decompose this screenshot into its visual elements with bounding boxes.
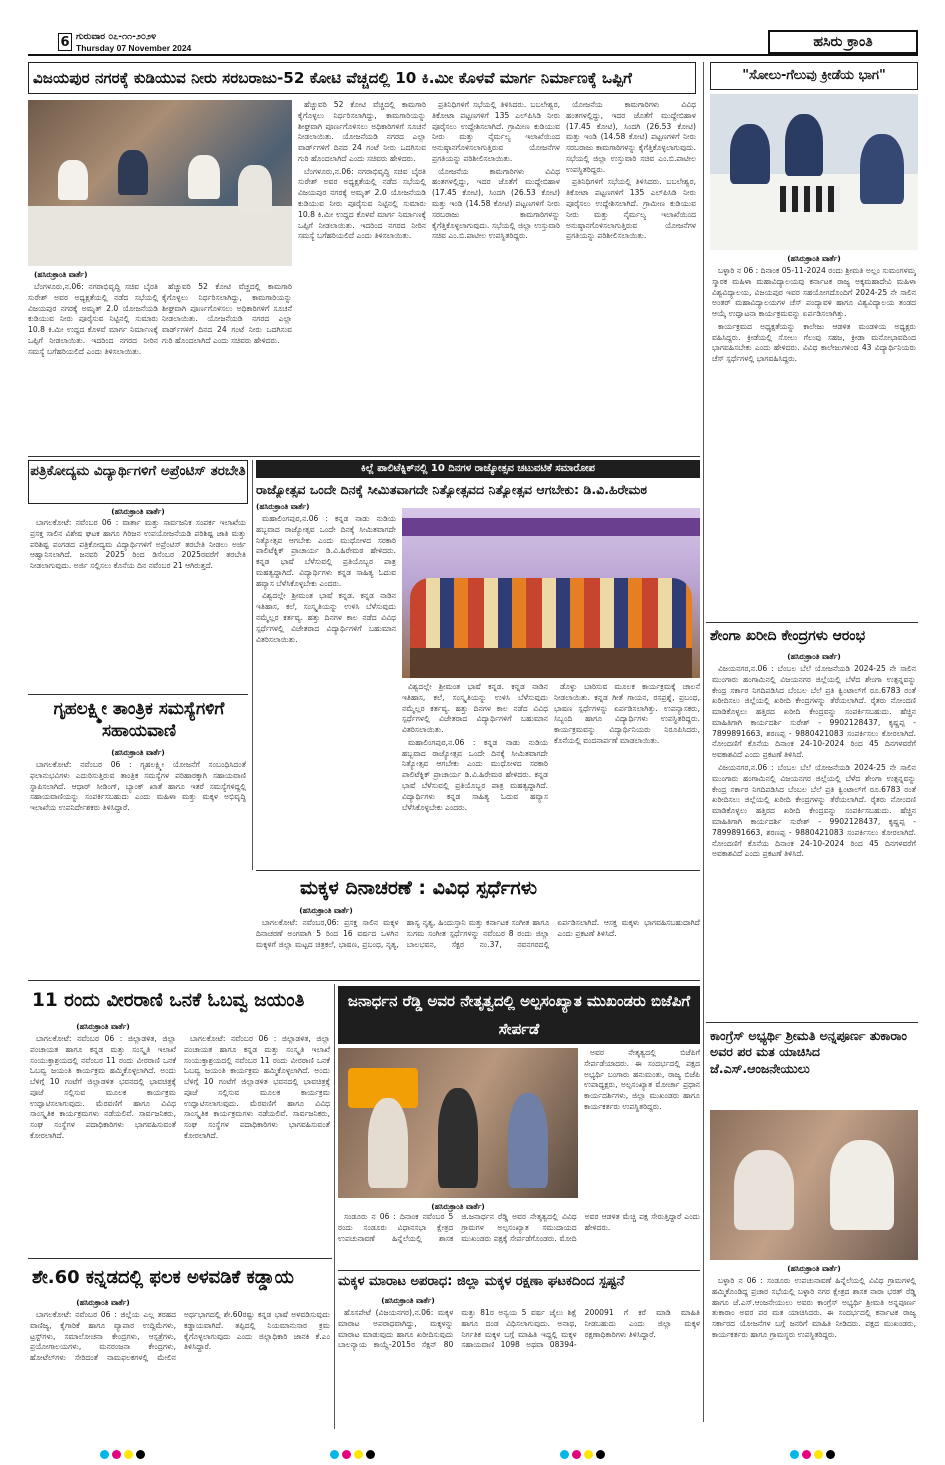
lead-col1b-text: ಹೆಚ್ಚುವರಿ 52 ಕೋಟಿ ವೆಚ್ಚದಲ್ಲಿ ಕಾಮಗಾರಿ ಕೈಗೊಳ್ಳಲು ನಿರ್ಧರಿಸಲಾಗಿದ್ದು, ಕಾಮಗಾರಿಯನ್ನು ಶೀಘ್ರವಾಗಿ ಪೂರ್ಣಗೊಳಿಸಲು ಅಧಿಕಾರಿಗಳಿಗೆ ಸೂಚನೆ ನೀಡಲಾಯಿತು. ಯೋಜನೆಯಡಿ ನಗರದ ಎಲ್ಲಾ ವಾರ್ಡ್‌ಗಳಿಗೆ ದಿನದ 24 ಗಂಟೆ ನೀರು ಒದಗಿಸುವ ಗುರಿ ಹೊಂದಲಾಗಿದೆ ಎಂದು ಸಚಿವರು ಹೇಳಿದರು. <box>162 282 292 345</box>
lead-col4-text-b: ಪ್ರತಿನಿಧಿಗಳಿಗೆ ಸಭೆಯಲ್ಲಿ ತಿಳಿಸಿದರು. ಬಬಲೇಶ್ವರ, ತಿಕೋಟಾ ಪಟ್ಟಣಗಳಿಗೆ 135 ಎಲ್‌ಪಿಸಿಡಿ ನೀರು ಪೂರೈಸಲು ಉದ್ದೇಶಿಸಲಾಗಿದೆ. ಗ್ರಾಮೀಣ ಕುಡಿಯುವ ನೀರು ಮತ್ತು ನೈರ್ಮಲ್ಯ ಇಲಾಖೆಯಿಂದ ಅನುಷ್ಠಾನಗೊಳಿಸಲಾಗುತ್ತಿರುವ ಯೋಜನೆಗಳ ಪ್ರಗತಿಯನ್ನು ಪರಿಶೀಲಿಸಲಾಯಿತು. <box>566 177 696 241</box>
reg-dot <box>100 1450 109 1459</box>
masthead <box>28 30 918 56</box>
polytech-col1-text-b: ವಿಶ್ವದಲ್ಲೇ ಶ್ರೀಮಂತ ಭಾಷೆ ಕನ್ನಡ. ಕನ್ನಡ ನಾಡಿನ ಇತಿಹಾಸ, ಕಲೆ, ಸಂಸ್ಕೃತಿಯನ್ನು ಉಳಿಸಿ ಬೆಳೆಸುವುದು ನಮ್ಮೆಲ್ಲರ ಕರ್ತವ್ಯ. ಹತ್ತು ದಿನಗಳ ಕಾಲ ನಡೆದ ವಿವಿಧ ಸ್ಪರ್ಧೆಗಳಲ್ಲಿ ವಿಜೇತರಾದ ವಿದ್ಯಾರ್ಥಿಗಳಿಗೆ ಬಹುಮಾನ ವಿತರಿಸಲಾಯಿತು. <box>256 591 396 644</box>
lead-byline: (ಹಸಿರುಕ್ರಾಂತಿ ವಾರ್ತೆ) <box>34 270 88 279</box>
signboard-byline: (ಹಸಿರುಕ್ರಾಂತಿ ವಾರ್ತೆ) <box>76 1298 130 1307</box>
lead-col1-text: ಬೆಂಗಳೂರು,ನ.06: ನಗರಾಭಿವೃದ್ಧಿ ಸಚಿವ ಬೈರತಿ ಸುರೇಶ್ ಅವರ ಅಧ್ಯಕ್ಷತೆಯಲ್ಲಿ ನಡೆದ ಸಭೆಯಲ್ಲಿ ವಿಜಯಪುರ ನಗರಕ್ಕೆ ಅಮೃತ್ 2.0 ಯೋಜನೆಯಡಿ ಕುಡಿಯುವ ನೀರು ಪೂರೈಸುವ ನಿಟ್ಟಿನಲ್ಲಿ ಸುಮಾರು 10.8 ಕಿ.ಮೀ ಉದ್ದದ ಕೊಳವೆ ಮಾರ್ಗ ನಿರ್ಮಾಣಕ್ಕೆ ಒಪ್ಪಿಗೆ ನೀಡಲಾಯಿತು. ಇದರಿಂದ ನಗರದ ನೀರಿನ ಸಮಸ್ಯೆ ಬಗೆಹರಿಯಲಿದೆ ಎಂದು ತಿಳಿಸಲಾಯಿತು. <box>28 282 158 356</box>
registration-marks-mid1 <box>330 1450 375 1459</box>
signboard-body-text: ಬಾಗಲಕೋಟೆ: ನವೆಂಬರ 06 : ಜಿಲ್ಲೆಯ ಎಲ್ಲ ತರಹದ ವಾಣಿಜ್ಯ, ಕೈಗಾರಿಕೆ ಹಾಗೂ ವ್ಯಾಪಾರ ಉದ್ದಿಮೆಗಳು, ಟ್ರಸ್ಟ್‌ಗಳು, ಸಮಾಲೋಚನಾ ಕೇಂದ್ರಗಳು, ಆಸ್ಪತ್ರೆಗಳು, ಪ್ರಯೋಗಾಲಯಗಳು, ಮನರಂಜನಾ ಕೇಂದ್ರಗಳು, ಹೋಟೆಲ್‌ಗಳು ಸೇರಿದಂತೆ ನಾಮಫಲಕಗಳಲ್ಲಿ ಮೇಲಿನ ಅರ್ಧಭಾಗದಲ್ಲಿ ಶೇ.60ರಷ್ಟು ಕನ್ನಡ ಭಾಷೆ ಅಳವಡಿಸುವುದು ಕಡ್ಡಾಯವಾಗಿದೆ. ತಪ್ಪಿದಲ್ಲಿ ನಿಯಮಾನುಸಾರ ಕ್ರಮ ಕೈಗೊಳ್ಳಲಾಗುವುದು ಎಂದು ಜಿಲ್ಲಾಧಿಕಾರಿ ಜಾನಕಿ ಕೆ.ಎಂ ತಿಳಿಸಿದ್ದಾರೆ. <box>30 1310 330 1363</box>
lead-col4-text: ಯೋಜನೆಯ ಕಾಮಗಾರಿಗಳು ವಿವಿಧ ಹಂತಗಳಲ್ಲಿದ್ದು, ಇದರ ಜೊತೆಗೆ ಮುದ್ದೇಬಿಹಾಳ (17.45 ಕೋಟಿ), ಸಿಂದಗಿ (26.53 ಕೋಟಿ) ಮತ್ತು ಇಂಡಿ (14.58 ಕೋಟಿ) ಪಟ್ಟಣಗಳಿಗೆ ನೀರು ಸರಬರಾಜು ಕಾಮಗಾರಿಗಳನ್ನು ಕೈಗೆತ್ತಿಕೊಳ್ಳಲಾಗುವುದು. ಸಭೆಯಲ್ಲಿ ಜಿಲ್ಲಾ ಉಸ್ತುವಾರಿ ಸಚಿವ ಎಂ.ಬಿ.ಪಾಟೀಲ ಉಪಸ್ಥಿತರಿದ್ದರು. <box>566 100 696 174</box>
polytech-byline: (ಹಸಿರುಕ್ರಾಂತಿ ವಾರ್ತೆ) <box>256 502 310 511</box>
registration-marks-left <box>100 1450 145 1459</box>
lead-col1b <box>162 282 292 454</box>
bjp-side-text: ಅವರ ನೇತೃತ್ವದಲ್ಲಿ ಬಿಜೆಪಿಗೆ ಸೇರ್ಪಡೆಯಾದರು. ಈ ಸಂದರ್ಭದಲ್ಲಿ ಪಕ್ಷದ ಅಭ್ಯರ್ಥಿ ಬಂಗಾರು ಹನುಮಂತು, ರಾಜ್ಯ ಬಿಜೆಪಿ ಉಪಾಧ್ಯಕ್ಷರು, ಅಲ್ಪಸಂಖ್ಯಾತ ಮೋರ್ಚಾ ಪ್ರಧಾನ ಕಾರ್ಯದರ್ಶಿಗಳು, ಜಿಲ್ಲಾ ಮುಖಂಡರು ಹಾಗೂ ಕಾರ್ಯಕರ್ತರು ಉಪಸ್ಥಿತರಿದ್ದರು. <box>584 1048 700 1111</box>
paper-name: ಹಸಿರು ಕ್ರಾಂತಿ <box>768 30 918 54</box>
shenga-body-text: ವಿಜಯನಗರ,ನ.06 : ಬೆಂಬಲ ಬೆಲೆ ಯೋಜನೆಯಡಿ 2024-25 ನೇ ಸಾಲಿನ ಮುಂಗಾರು ಹಂಗಾಮಿನಲ್ಲಿ ವಿಜಯನಗರ ಜಿಲ್ಲೆಯಲ್ಲಿ ಬೆಳೆದ ಶೇಂಗಾ ಉತ್ಪನ್ನವನ್ನು ಕೇಂದ್ರ ಸರ್ಕಾರ ನಿಗದಿಪಡಿಸಿದ ಬೆಂಬಲ ಬೆಲೆ ಪ್ರತಿ ಕ್ವಿಂಟಾಲ್‌ಗೆ ರೂ.6783 ರಂತೆ ಖರೀದಿಸಲು ಜಿಲ್ಲೆಯಲ್ಲಿ ಖರೀದಿ ಕೇಂದ್ರಗಳನ್ನು ತೆರೆಯಲಾಗಿದೆ. ರೈತರು ನೋಂದಣಿ ಮಾಡಿಕೊಳ್ಳಲು ಹತ್ತಿರದ ಖರೀದಿ ಕೇಂದ್ರವನ್ನು ಸಂಪರ್ಕಿಸಬಹುದು. ಹೆಚ್ಚಿನ ಮಾಹಿತಿಗಾಗಿ ಕಾರ್ಯದರ್ಶಿ ಸುರೇಶ್ - 9902128437, ಕೃಷ್ಣಪ್ಪ - 7899891663, ಶರಣಪ್ಪ - 9880421083 ಸಂಪರ್ಕಿಸಲು ಕೋರಲಾಗಿದೆ. ನೋಂದಣಿಗೆ ಕೊನೆಯ ದಿನಾಂಕ 24-10-2024 ರಿಂದ 45 ದಿನಗಳವರೆಗೆ ಅವಕಾಶವಿದೆ ಎಂದು ಪ್ರಕಟಣೆ ತಿಳಿಸಿದೆ. <box>712 664 916 760</box>
apprentice-body <box>30 518 246 692</box>
sports-headline: "ಸೋಲು-ಗೆಲುವು ಕ್ರೀಡೆಯ ಭಾಗ" <box>742 68 886 83</box>
registration-marks-mid2 <box>560 1450 605 1459</box>
congress-body-text: ಬಳ್ಳಾರಿ ನ 06 : ಸಂಡೂರು ಉಪಚುನಾವಣೆ ಹಿನ್ನೆಲೆಯಲ್ಲಿ ವಿವಿಧ ಗ್ರಾಮಗಳಲ್ಲಿ ಹಮ್ಮಿಕೊಂಡಿದ್ದ ಪ್ರಚಾರ ಸಭೆಯಲ್ಲಿ ಬಳ್ಳಾರಿ ನಗರ ಕ್ಷೇತ್ರದ ಶಾಸಕ ನಾರಾ ಭರತ್ ರೆಡ್ಡಿ ಹಾಗೂ ಜೆ.ಎಸ್.ಆಂಜನೇಯುಲು ಅವರು ಕಾಂಗ್ರೆಸ್ ಅಭ್ಯರ್ಥಿ ಶ್ರೀಮತಿ ಅನ್ನಪೂರ್ಣ ತುಕಾರಾಂ ಅವರ ಪರ ಮತ ಯಾಚಿಸಿದರು. ಈ ಸಂದರ್ಭದಲ್ಲಿ ಕರ್ನಾಟಕ ರಾಜ್ಯ ಸರ್ಕಾರದ ಯೋಜನೆಗಳ ಬಗ್ಗೆ ಜನರಿಗೆ ಮಾಹಿತಿ ನೀಡಿದರು. ಪಕ್ಷದ ಮುಖಂಡರು, ಕಾರ್ಯಕರ್ತರು ಹಾಗೂ ಗ್ರಾಮಸ್ಥರು ಉಪಸ್ಥಿತರಿದ್ದರು. <box>712 1276 916 1339</box>
lead-col4 <box>566 100 696 454</box>
helpline-headline: ಗೃಹಲಕ್ಷ್ಮೀ ತಾಂತ್ರಿಕ ಸಮಸ್ಯೆಗಳಿಗೆ ಸಹಾಯವಾಣಿ <box>53 699 225 742</box>
lead-col2-text-b: ಬೆಂಗಳೂರು,ನ.06: ನಗರಾಭಿವೃದ್ಧಿ ಸಚಿವ ಬೈರತಿ ಸುರೇಶ್ ಅವರ ಅಧ್ಯಕ್ಷತೆಯಲ್ಲಿ ನಡೆದ ಸಭೆಯಲ್ಲಿ ವಿಜಯಪುರ ನಗರಕ್ಕೆ ಅಮೃತ್ 2.0 ಯೋಜನೆಯಡಿ ಕುಡಿಯುವ ನೀರು ಪೂರೈಸುವ ನಿಟ್ಟಿನಲ್ಲಿ ಸುಮಾರು 10.8 ಕಿ.ಮೀ ಉದ್ದದ ಕೊಳವೆ ಮಾರ್ಗ ನಿರ್ಮಾಣಕ್ಕೆ ಒಪ್ಪಿಗೆ ನೀಡಲಾಯಿತು. ಇದರಿಂದ ನಗರದ ನೀರಿನ ಸಮಸ್ಯೆ ಬಗೆಹರಿಯಲಿದೆ ಎಂದು ತಿಳಿಸಲಾಯಿತು. <box>298 166 426 241</box>
chess-players-photo <box>710 94 918 250</box>
onake-body-text: ಬಾಗಲಕೋಟೆ: ನವೆಂಬರ 06 : ಜಿಲ್ಲಾಡಳಿತ, ಜಿಲ್ಲಾ ಪಂಚಾಯತ ಹಾಗೂ ಕನ್ನಡ ಮತ್ತು ಸಂಸ್ಕೃತಿ ಇಲಾಖೆ ಸಂಯುಕ್ತಾಶ್ರಯದಲ್ಲಿ ನವೆಂಬರ 11 ರಂದು ವೀರರಾಣಿ ಒನಕೆ ಓಬವ್ವ ಜಯಂತಿ ಕಾರ್ಯಕ್ರಮ ಹಮ್ಮಿಕೊಳ್ಳಲಾಗಿದೆ. ಅಂದು ಬೆಳಿಗ್ಗೆ 10 ಗಂಟೆಗೆ ಜಿಲ್ಲಾಡಳಿತ ಭವನದಲ್ಲಿ ಭಾವಚಿತ್ರಕ್ಕೆ ಪೂಜೆ ಸಲ್ಲಿಸುವ ಮೂಲಕ ಕಾರ್ಯಕ್ರಮ ಉದ್ಘಾಟಿಸಲಾಗುವುದು. ಮೆರವಣಿಗೆ ಹಾಗೂ ವಿವಿಧ ಸಾಂಸ್ಕೃತಿಕ ಕಾರ್ಯಕ್ರಮಗಳು ನಡೆಯಲಿವೆ. ಸಾರ್ವಜನಿಕರು, ಸಂಘ ಸಂಸ್ಥೆಗಳ ಪದಾಧಿಕಾರಿಗಳು ಭಾಗವಹಿಸುವಂತೆ ಕೋರಲಾಗಿದೆ. <box>30 1034 176 1141</box>
polytech-col2-text-b: ಮಹಾಲಿಂಗಪುರ,ನ.06 : ಕನ್ನಡ ನಾಡು ನುಡಿಯ ಹಬ್ಬವಾದ ರಾಜ್ಯೋತ್ಸವ ಒಂದೇ ದಿನಕ್ಕೆ ಸೀಮಿತವಾಗದೇ ನಿತ್ಯೋತ್ಸವ ಆಗಬೇಕು ಎಂದು ಮುಧೋಳದ ಸರಕಾರಿ ಪಾಲಿಟೆಕ್ನಿಕ್ ಪ್ರಾಚಾರ್ಯ ಡಿ.ವಿ.ಹಿರೇಮಠ ಹೇಳಿದರು. ಕನ್ನಡ ಭಾಷೆ ಬೆಳೆಸುವಲ್ಲಿ ಪ್ರತಿಯೊಬ್ಬರ ಪಾತ್ರ ಮಹತ್ವದ್ದಾಗಿದೆ. ವಿದ್ಯಾರ್ಥಿಗಳು ಕನ್ನಡ ಸಾಹಿತ್ಯ ಓದುವ ಹವ್ಯಾಸ ಬೆಳೆಸಿಕೊಳ್ಳಬೇಕು ಎಂದರು. <box>402 737 548 812</box>
polytech-col3-text: ಡೊಳ್ಳು ಬಾರಿಸುವ ಮೂಲಕ ಕಾರ್ಯಕ್ರಮಕ್ಕೆ ಚಾಲನೆ ನೀಡಲಾಯಿತು. ಕನ್ನಡ ಗೀತೆ ಗಾಯನ, ರಸಪ್ರಶ್ನೆ, ಪ್ರಬಂಧ, ಭಾಷಣ ಸ್ಪರ್ಧೆಗಳನ್ನು ಏರ್ಪಡಿಸಲಾಗಿತ್ತು. ಉಪನ್ಯಾಸಕರು, ಸಿಬ್ಬಂದಿ ಹಾಗೂ ವಿದ್ಯಾರ್ಥಿಗಳು ಉಪಸ್ಥಿತರಿದ್ದರು. ಕಾರ್ಯಕ್ರಮವನ್ನು ವಿದ್ಯಾರ್ಥಿನಿಯರು ನಿರೂಪಿಸಿದರು, ಕೊನೆಯಲ್ಲಿ ವಂದನಾರ್ಪಣೆ ಮಾಡಲಾಯಿತು. <box>554 682 700 745</box>
shenga-body-text-b: ವಿಜಯನಗರ,ನ.06 : ಬೆಂಬಲ ಬೆಲೆ ಯೋಜನೆಯಡಿ 2024-25 ನೇ ಸಾಲಿನ ಮುಂಗಾರು ಹಂಗಾಮಿನಲ್ಲಿ ವಿಜಯನಗರ ಜಿಲ್ಲೆಯಲ್ಲಿ ಬೆಳೆದ ಶೇಂಗಾ ಉತ್ಪನ್ನವನ್ನು ಕೇಂದ್ರ ಸರ್ಕಾರ ನಿಗದಿಪಡಿಸಿದ ಬೆಂಬಲ ಬೆಲೆ ಪ್ರತಿ ಕ್ವಿಂಟಾಲ್‌ಗೆ ರೂ.6783 ರಂತೆ ಖರೀದಿಸಲು ಜಿಲ್ಲೆಯಲ್ಲಿ ಖರೀದಿ ಕೇಂದ್ರಗಳನ್ನು ತೆರೆಯಲಾಗಿದೆ. ರೈತರು ನೋಂದಣಿ ಮಾಡಿಕೊಳ್ಳಲು ಹತ್ತಿರದ ಖರೀದಿ ಕೇಂದ್ರವನ್ನು ಸಂಪರ್ಕಿಸಬಹುದು. ಹೆಚ್ಚಿನ ಮಾಹಿತಿಗಾಗಿ ಕಾರ್ಯದರ್ಶಿ ಸುರೇಶ್ - 9902128437, ಕೃಷ್ಣಪ್ಪ - 7899891663, ಶರಣಪ್ಪ - 9880421083 ಸಂಪರ್ಕಿಸಲು ಕೋರಲಾಗಿದೆ. ನೋಂದಣಿಗೆ ಕೊನೆಯ ದಿನಾಂಕ 24-10-2024 ರಿಂದ 45 ದಿನಗಳವರೆಗೆ ಅವಕಾಶವಿದೆ ಎಂದು ಪ್ರಕಟಣೆ ತಿಳಿಸಿದೆ. <box>712 763 916 859</box>
helpline-body-text: ಬಾಗಲಕೋಟೆ: ನವೆಂಬರ 06 : ಗೃಹಲಕ್ಷ್ಮೀ ಯೋಜನೆಗೆ ಸಂಬಂಧಿಸಿದಂತೆ ಫಲಾನುಭವಿಗಳು ಎದುರಿಸುತ್ತಿರುವ ತಾಂತ್ರಿಕ ಸಮಸ್ಯೆಗಳ ಪರಿಹಾರಕ್ಕಾಗಿ ಸಹಾಯವಾಣಿ ಸ್ಥಾಪಿಸಲಾಗಿದೆ. ಆಧಾರ್ ಸೀಡಿಂಗ್, ಬ್ಯಾಂಕ್ ಖಾತೆ ಹಾಗೂ ಇತರೆ ಸಮಸ್ಯೆಗಳಿದ್ದಲ್ಲಿ ಸಹಾಯವಾಣಿಯನ್ನು ಸಂಪರ್ಕಿಸಬಹುದು ಎಂದು ಮಹಿಳಾ ಮತ್ತು ಮಕ್ಕಳ ಅಭಿವೃದ್ಧಿ ಇಲಾಖೆಯ ಉಪನಿರ್ದೇಶಕರು ತಿಳಿಸಿದ್ದಾರೆ. <box>30 760 246 813</box>
childrens-day-body-text: ಬಾಗಲಕೋಟೆ: ನವೆಂಬರ,06: ಪ್ರಸಕ್ತ ಸಾಲಿನ ಮಕ್ಕಳ ದಿನಾಚರಣೆ ಅಂಗವಾಗಿ 5 ರಿಂದ 16 ವರ್ಷದ ಒಳಗಿನ ಮಕ್ಕಳಿಗೆ ಜಿಲ್ಲಾ ಮಟ್ಟದ ಚಿತ್ರಕಲೆ, ಭಾಷಣ, ಪ್ರಬಂಧ, ನೃತ್ಯ, ಹಾಸ್ಯ ನೃತ್ಯ, ಹಿಂದುಸ್ತಾನಿ ಮತ್ತು ಕರ್ನಾಟಕ ಸಂಗೀತ ಹಾಗೂ ಸುಗಮ ಸಂಗೀತ ಸ್ಪರ್ಧೆಗಳನ್ನು ನವೆಂಬರ 8 ರಂದು ಜಿಲ್ಲಾ ಬಾಲಭವನ, ಸೆಕ್ಟರ ನಂ.37, ನವನಗರದಲ್ಲಿ ಏರ್ಪಡಿಸಲಾಗಿದೆ. ಆಸಕ್ತ ಮಕ್ಕಳು ಭಾಗವಹಿಸಬಹುದಾಗಿದೆ ಎಂದು ಪ್ರಕಟಣೆ ತಿಳಿಸಿದೆ. <box>256 918 700 949</box>
lead-headline: ವಿಜಯಪುರ ನಗರಕ್ಕೆ ಕುಡಿಯುವ ನೀರು ಸರಬರಾಜು-52 ಕೋಟಿ ವೆಚ್ಚದಲ್ಲಿ 10 ಕಿ.ಮೀ ಕೊಳವೆ ಮಾರ್ಗ ನಿರ್ಮಾಣಕ್ಕೆ ಒಪ್ಪಿಗೆ <box>33 69 632 87</box>
lead-headline-box <box>28 62 696 94</box>
polytech-col1 <box>256 514 396 868</box>
onake-body <box>30 1034 330 1254</box>
joining-photo <box>338 1048 578 1198</box>
apprentice-headline: ಪತ್ರಿಕೋದ್ಯಮ ವಿದ್ಯಾರ್ಥಿಗಳಿಗೆ ಅಪ್ರೆಂಟಿಸ್ ತರಬೇತಿ <box>30 463 246 479</box>
polytech-band: ಕಿಲ್ಲೆ ಪಾಲಿಟೆಕ್ನಿಕ್‌ನಲ್ಲಿ 10 ದಿನಗಳ ರಾಜ್ಯೋತ್ಸವ ಚಟುವಟಿಕೆ ಸಮಾರೋಪ <box>256 460 700 478</box>
polytech-col3 <box>554 682 700 868</box>
bjp-body-text: ಸಂಡೂರು ನ 06 : ದಿನಾಂಕ ನವೆಂಬರ 5 ರಂದು ಸಂಡೂರು ವಿಧಾನಸಭಾ ಕ್ಷೇತ್ರದ ಉಪಚುನಾವಣೆ ಹಿನ್ನೆಲೆಯಲ್ಲಿ ಶಾಸಕ ಜಿ.ಜನಾರ್ಧನ ರೆಡ್ಡಿ ಅವರ ನೇತೃತ್ವದಲ್ಲಿ ವಿವಿಧ ಗ್ರಾಮಗಳ ಅಲ್ಪಸಂಖ್ಯಾತ ಸಮುದಾಯದ ಮುಖಂಡರು ಪಕ್ಷಕ್ಕೆ ಸೇರ್ಪಡೆಗೊಂಡರು. ಮೋದಿ ಅವರ ಆಡಳಿತ ಮೆಚ್ಚಿ ಪಕ್ಷ ಸೇರುತ್ತಿದ್ದಾರೆ ಎಂದು ಹೇಳಿದರು. <box>338 1212 700 1243</box>
polytech-col2-text: ವಿಶ್ವದಲ್ಲೇ ಶ್ರೀಮಂತ ಭಾಷೆ ಕನ್ನಡ. ಕನ್ನಡ ನಾಡಿನ ಇತಿಹಾಸ, ಕಲೆ, ಸಂಸ್ಕೃತಿಯನ್ನು ಉಳಿಸಿ ಬೆಳೆಸುವುದು ನಮ್ಮೆಲ್ಲರ ಕರ್ತವ್ಯ. ಹತ್ತು ದಿನಗಳ ಕಾಲ ನಡೆದ ವಿವಿಧ ಸ್ಪರ್ಧೆಗಳಲ್ಲಿ ವಿಜೇತರಾದ ವಿದ್ಯಾರ್ಥಿಗಳಿಗೆ ಬಹುಮಾನ ವಿತರಿಸಲಾಯಿತು. <box>402 682 548 735</box>
reg-dot <box>136 1450 145 1459</box>
onake-body-text-b: ಬಾಗಲಕೋಟೆ: ನವೆಂಬರ 06 : ಜಿಲ್ಲಾಡಳಿತ, ಜಿಲ್ಲಾ ಪಂಚಾಯತ ಹಾಗೂ ಕನ್ನಡ ಮತ್ತು ಸಂಸ್ಕೃತಿ ಇಲಾಖೆ ಸಂಯುಕ್ತಾಶ್ರಯದಲ್ಲಿ ನವೆಂಬರ 11 ರಂದು ವೀರರಾಣಿ ಒನಕೆ ಓಬವ್ವ ಜಯಂತಿ ಕಾರ್ಯಕ್ರಮ ಹಮ್ಮಿಕೊಳ್ಳಲಾಗಿದೆ. ಅಂದು ಬೆಳಿಗ್ಗೆ 10 ಗಂಟೆಗೆ ಜಿಲ್ಲಾಡಳಿತ ಭವನದಲ್ಲಿ ಭಾವಚಿತ್ರಕ್ಕೆ ಪೂಜೆ ಸಲ್ಲಿಸುವ ಮೂಲಕ ಕಾರ್ಯಕ್ರಮ ಉದ್ಘಾಟಿಸಲಾಗುವುದು. ಮೆರವಣಿಗೆ ಹಾಗೂ ವಿವಿಧ ಸಾಂಸ್ಕೃತಿಕ ಕಾರ್ಯಕ್ರಮಗಳು ನಡೆಯಲಿವೆ. ಸಾರ್ವಜನಿಕರು, ಸಂಘ ಸಂಸ್ಥೆಗಳ ಪದಾಧಿಕಾರಿಗಳು ಭಾಗವಹಿಸುವಂತೆ ಕೋರಲಾಗಿದೆ. <box>184 1034 330 1141</box>
polytech-col1-text: ಮಹಾಲಿಂಗಪುರ,ನ.06 : ಕನ್ನಡ ನಾಡು ನುಡಿಯ ಹಬ್ಬವಾದ ರಾಜ್ಯೋತ್ಸವ ಒಂದೇ ದಿನಕ್ಕೆ ಸೀಮಿತವಾಗದೇ ನಿತ್ಯೋತ್ಸವ ಆಗಬೇಕು ಎಂದು ಮುಧೋಳದ ಸರಕಾರಿ ಪಾಲಿಟೆಕ್ನಿಕ್ ಪ್ರಾಚಾರ್ಯ ಡಿ.ವಿ.ಹಿರೇಮಠ ಹೇಳಿದರು. ಕನ್ನಡ ಭಾಷೆ ಬೆಳೆಸುವಲ್ಲಿ ಪ್ರತಿಯೊಬ್ಬರ ಪಾತ್ರ ಮಹತ್ವದ್ದಾಗಿದೆ. ವಿದ್ಯಾರ್ಥಿಗಳು ಕನ್ನಡ ಸಾಹಿತ್ಯ ಓದುವ ಹವ್ಯಾಸ ಬೆಳೆಸಿಕೊಳ್ಳಬೇಕು ಎಂದರು. <box>256 514 396 588</box>
onake-headline: 11 ರಂದು ವೀರರಾಣಿ ಒನಕೆ ಓಬವ್ವ ಜಯಂತಿ <box>32 990 305 1011</box>
lead-col3-text: ಪ್ರತಿನಿಧಿಗಳಿಗೆ ಸಭೆಯಲ್ಲಿ ತಿಳಿಸಿದರು. ಬಬಲೇಶ್ವರ, ತಿಕೋಟಾ ಪಟ್ಟಣಗಳಿಗೆ 135 ಎಲ್‌ಪಿಸಿಡಿ ನೀರು ಪೂರೈಸಲು ಉದ್ದೇಶಿಸಲಾಗಿದೆ. ಗ್ರಾಮೀಣ ಕುಡಿಯುವ ನೀರು ಮತ್ತು ನೈರ್ಮಲ್ಯ ಇಲಾಖೆಯಿಂದ ಅನುಷ್ಠಾನಗೊಳಿಸಲಾಗುತ್ತಿರುವ ಯೋಜನೆಗಳ ಪ್ರಗತಿಯನ್ನು ಪರಿಶೀಲಿಸಲಾಯಿತು. <box>432 100 560 163</box>
apprentice-body-text: ಬಾಗಲಕೋಟೆ: ನವೆಂಬರ 06 : ವಾರ್ತಾ ಮತ್ತು ಸಾರ್ವಜನಿಕ ಸಂಪರ್ಕ ಇಲಾಖೆಯ ಪ್ರಸಕ್ತ ಸಾಲಿನ ವಿಶೇಷ ಘಟಕ ಹಾಗೂ ಗಿರಿಜನ ಉಪಯೋಜನೆಯಡಿ ಪರಿಶಿಷ್ಟ ಜಾತಿ ಮತ್ತು ಪರಿಶಿಷ್ಟ ಪಂಗಡದ ಪತ್ರಿಕೋದ್ಯಮ ವಿದ್ಯಾರ್ಥಿಗಳಿಗೆ ಅಪ್ರೆಂಟಿಸ್ ತರಬೇತಿ ನೀಡಲು ಅರ್ಜಿ ಆಹ್ವಾನಿಸಲಾಗಿದೆ. ಜನವರಿ 2025 ರಿಂದ ಡಿಸೆಂಬರ 2025ರವರೆಗೆ ತರಬೇತಿ ನೀಡಲಾಗುವುದು. ಅರ್ಜಿ ಸಲ್ಲಿಸಲು ಕೊನೆಯ ದಿನ ನವೆಂಬರ 21 ಆಗಿರುತ್ತದೆ. <box>30 518 246 571</box>
registration-marks-right <box>790 1450 835 1459</box>
date-kannada: ಗುರುವಾರ ೦೭-೧೧-೨೦೨೪ <box>76 32 156 42</box>
childrens-day-headline: ಮಕ್ಕಳ ದಿನಾಚರಣೆ : ವಿವಿಧ ಸ್ಪರ್ಧೆಗಳು <box>300 877 538 899</box>
childrens-day-byline: (ಹಸಿರುಕ್ರಾಂತಿ ವಾರ್ತೆ) <box>299 906 353 915</box>
congress-body <box>712 1276 916 1426</box>
lead-col3 <box>432 100 560 454</box>
polytech-headline: ರಾಜ್ಯೋತ್ಸವ ಒಂದೇ ದಿನಕ್ಕೆ ಸೀಮಿತವಾಗದೇ ನಿತ್ಯೋತ್ಸವದ ನಿತ್ಯೋತ್ಸವ ಆಗಬೇಕು: ಡಿ.ವಿ.ಹಿರೇಮಠ <box>256 482 648 497</box>
apprentice-headline-box <box>28 460 248 504</box>
bjp-body <box>338 1212 700 1268</box>
apprentice-byline: (ಹಸಿರುಕ್ರಾಂತಿ ವಾರ್ತೆ) <box>111 507 165 516</box>
trafficking-headline: ಮಕ್ಕಳ ಮಾರಾಟ ಅಪರಾಧ: ಜಿಲ್ಲಾ ಮಕ್ಕಳ ರಕ್ಷಣಾ ಘಟಕದಿಂದ ಸ್ಪಷ್ಟನೆ <box>338 1274 625 1289</box>
reg-dot <box>112 1450 121 1459</box>
congress-headline: ಕಾಂಗ್ರೆಸ್ ಅಭ್ಯರ್ಥಿ ಶ್ರೀಮತಿ ಅನ್ನಪೂರ್ಣ ತುಕಾರಾಂ ಅವರ ಪರ ಮತ ಯಾಚಿಸಿದ ಜೆ.ಎಸ್.ಆಂಜನೇಯುಲು <box>710 1028 907 1076</box>
sports-body-1: ಬಳ್ಳಾರಿ ನ 06 : ದಿನಾಂಕ 05-11-2024 ರಂದು ಶ್ರೀಮತಿ ಅಲ್ಲಂ ಸುಮಂಗಳಮ್ಮ ಸ್ಮಾರಕ ಮಹಿಳಾ ಮಹಾವಿದ್ಯಾಲಯವು ಕರ್ನಾಟಕ ರಾಜ್ಯ ಅಕ್ಕಮಹಾದೇವಿ ಮಹಿಳಾ ವಿಶ್ವವಿದ್ಯಾಲಯ, ವಿಜಯಪುರ ಇವರ ಸಹಯೋಗದೊಂದಿಗೆ 2024-25 ನೇ ಸಾಲಿನ ಅಂತರ್ ಮಹಾವಿದ್ಯಾಲಯಗಳ ಚೆಸ್ ಪಂದ್ಯಾವಳಿ ಹಾಗೂ ವಿಶ್ವವಿದ್ಯಾಲಯ ತಂಡದ ಆಯ್ಕೆ ಉದ್ಘಾಟನಾ ಕಾರ್ಯಕ್ರಮವನ್ನು ಏರ್ಪಡಿಸಲಾಗಿತ್ತು. <box>712 266 916 319</box>
group-photo <box>402 508 700 678</box>
page-number: 6 <box>58 33 72 51</box>
lead-col2 <box>298 100 426 454</box>
onake-byline: (ಹಸಿರುಕ್ರಾಂತಿ ವಾರ್ತೆ) <box>76 1022 130 1031</box>
shenga-byline: (ಹಸಿರುಕ್ರಾಂತಿ ವಾರ್ತೆ) <box>787 652 841 661</box>
date-english: Thursday 07 November 2024 <box>76 43 192 53</box>
bjp-side <box>584 1048 700 1208</box>
childrens-day-body <box>256 918 700 978</box>
sports-body-2: ಕಾರ್ಯಕ್ರಮದ ಅಧ್ಯಕ್ಷತೆಯನ್ನು ಕಾಲೇಜು ಆಡಳಿತ ಮಂಡಳಿಯ ಅಧ್ಯಕ್ಷರು ವಹಿಸಿದ್ದರು. ಕ್ರೀಡೆಯಲ್ಲಿ ಸೋಲು ಗೆಲುವು ಸಹಜ, ಕ್ರೀಡಾ ಮನೋಭಾವದಿಂದ ಭಾಗವಹಿಸಬೇಕು ಎಂದು ಹೇಳಿದರು. ವಿವಿಧ ಕಾಲೇಜುಗಳಿಂದ 43 ವಿದ್ಯಾರ್ಥಿನಿಯರು ಚೆಸ್ ಸ್ಪರ್ಧೆಗಳಲ್ಲಿ ಭಾಗವಹಿಸಿದ್ದರು. <box>712 321 916 364</box>
signboard-headline: ಶೇ.60 ಕನ್ನಡದಲ್ಲಿ ಫಲಕ ಅಳವಡಿಕೆ ಕಡ್ಡಾಯ <box>32 1267 294 1288</box>
bjp-byline: (ಹಸಿರುಕ್ರಾಂತಿ ವಾರ್ತೆ) <box>431 1202 485 1211</box>
helpline-byline: (ಹಸಿರುಕ್ರಾಂತಿ ವಾರ್ತೆ) <box>111 748 165 757</box>
signboard-body <box>30 1310 330 1430</box>
reg-dot <box>124 1450 133 1459</box>
shenga-body <box>712 664 916 1020</box>
trafficking-byline: (ಹಸಿರುಕ್ರಾಂತಿ ವಾರ್ತೆ) <box>381 1296 435 1305</box>
sports-body <box>712 266 916 620</box>
lead-col2-text: ಹೆಚ್ಚುವರಿ 52 ಕೋಟಿ ವೆಚ್ಚದಲ್ಲಿ ಕಾಮಗಾರಿ ಕೈಗೊಳ್ಳಲು ನಿರ್ಧರಿಸಲಾಗಿದ್ದು, ಕಾಮಗಾರಿಯನ್ನು ಶೀಘ್ರವಾಗಿ ಪೂರ್ಣಗೊಳಿಸಲು ಅಧಿಕಾರಿಗಳಿಗೆ ಸೂಚನೆ ನೀಡಲಾಯಿತು. ಯೋಜನೆಯಡಿ ನಗರದ ಎಲ್ಲಾ ವಾರ್ಡ್‌ಗಳಿಗೆ ದಿನದ 24 ಗಂಟೆ ನೀರು ಒದಗಿಸುವ ಗುರಿ ಹೊಂದಲಾಗಿದೆ ಎಂದು ಸಚಿವರು ಹೇಳಿದರು. <box>298 100 426 163</box>
bjp-headline: ಜನಾರ್ಧನ ರೆಡ್ಡಿ ಅವರ ನೇತೃತ್ವದಲ್ಲಿ ಅಲ್ಪಸಂಖ್ಯಾತ ಮುಖಂಡರು ಬಿಜೆಪಿಗೆ ಸೇರ್ಪಡೆ <box>338 986 700 1044</box>
trafficking-body-text: ಹೊಸಪೇಟೆ (ವಿಜಯನಗರ),ನ.06: ಮಕ್ಕಳ ಮಾರಾಟ ಅಪರಾಧವಾಗಿದ್ದು, ಮಕ್ಕಳನ್ನು ಮಾರಾಟ ಮಾಡುವುದು ಹಾಗೂ ಖರೀದಿಸುವುದು ಬಾಲನ್ಯಾಯ ಕಾಯ್ದೆ-2015ರ ಸೆಕ್ಷನ್ 80 ಮತ್ತು 81ರ ಅನ್ವಯ 5 ವರ್ಷ ಜೈಲು ಶಿಕ್ಷೆ ಹಾಗೂ ದಂಡ ವಿಧಿಸಲಾಗುವುದು. ಅನಾಥ, ನಿರ್ಗತಿಕ ಮಕ್ಕಳ ಬಗ್ಗೆ ಮಾಹಿತಿ ಇದ್ದಲ್ಲಿ ಮಕ್ಕಳ ಸಹಾಯವಾಣಿ 1098 ಅಥವಾ 08394-200091 ಗೆ ಕರೆ ಮಾಡಿ ಮಾಹಿತಿ ನೀಡಬಹುದು ಎಂದು ಜಿಲ್ಲಾ ಮಕ್ಕಳ ರಕ್ಷಣಾಧಿಕಾರಿಗಳು ತಿಳಿಸಿದ್ದಾರೆ. <box>338 1308 700 1350</box>
trafficking-body <box>338 1308 700 1428</box>
shenga-headline: ಶೇಂಗಾ ಖರೀದಿ ಕೇಂದ್ರಗಳು ಆರಂಭ <box>710 628 866 644</box>
helpline-body <box>30 760 246 868</box>
congress-byline: (ಹಸಿರುಕ್ರಾಂತಿ ವಾರ್ತೆ) <box>787 1264 841 1273</box>
sports-byline: (ಹಸಿರುಕ್ರಾಂತಿ ವಾರ್ತೆ) <box>787 254 841 263</box>
meeting-photo <box>28 100 292 266</box>
lead-col3-text-b: ಯೋಜನೆಯ ಕಾಮಗಾರಿಗಳು ವಿವಿಧ ಹಂತಗಳಲ್ಲಿದ್ದು, ಇದರ ಜೊತೆಗೆ ಮುದ್ದೇಬಿಹಾಳ (17.45 ಕೋಟಿ), ಸಿಂದಗಿ (26.53 ಕೋಟಿ) ಮತ್ತು ಇಂಡಿ (14.58 ಕೋಟಿ) ಪಟ್ಟಣಗಳಿಗೆ ನೀರು ಸರಬರಾಜು ಕಾಮಗಾರಿಗಳನ್ನು ಕೈಗೆತ್ತಿಕೊಳ್ಳಲಾಗುವುದು. ಸಭೆಯಲ್ಲಿ ಜಿಲ್ಲಾ ಉಸ್ತುವಾರಿ ಸಚಿವ ಎಂ.ಬಿ.ಪಾಟೀಲ ಉಪಸ್ಥಿತರಿದ್ದರು. <box>432 166 560 241</box>
sports-headline-box <box>710 62 918 90</box>
polytech-col2 <box>402 682 548 868</box>
lead-col1 <box>28 282 158 454</box>
campaign-photo <box>710 1110 918 1260</box>
